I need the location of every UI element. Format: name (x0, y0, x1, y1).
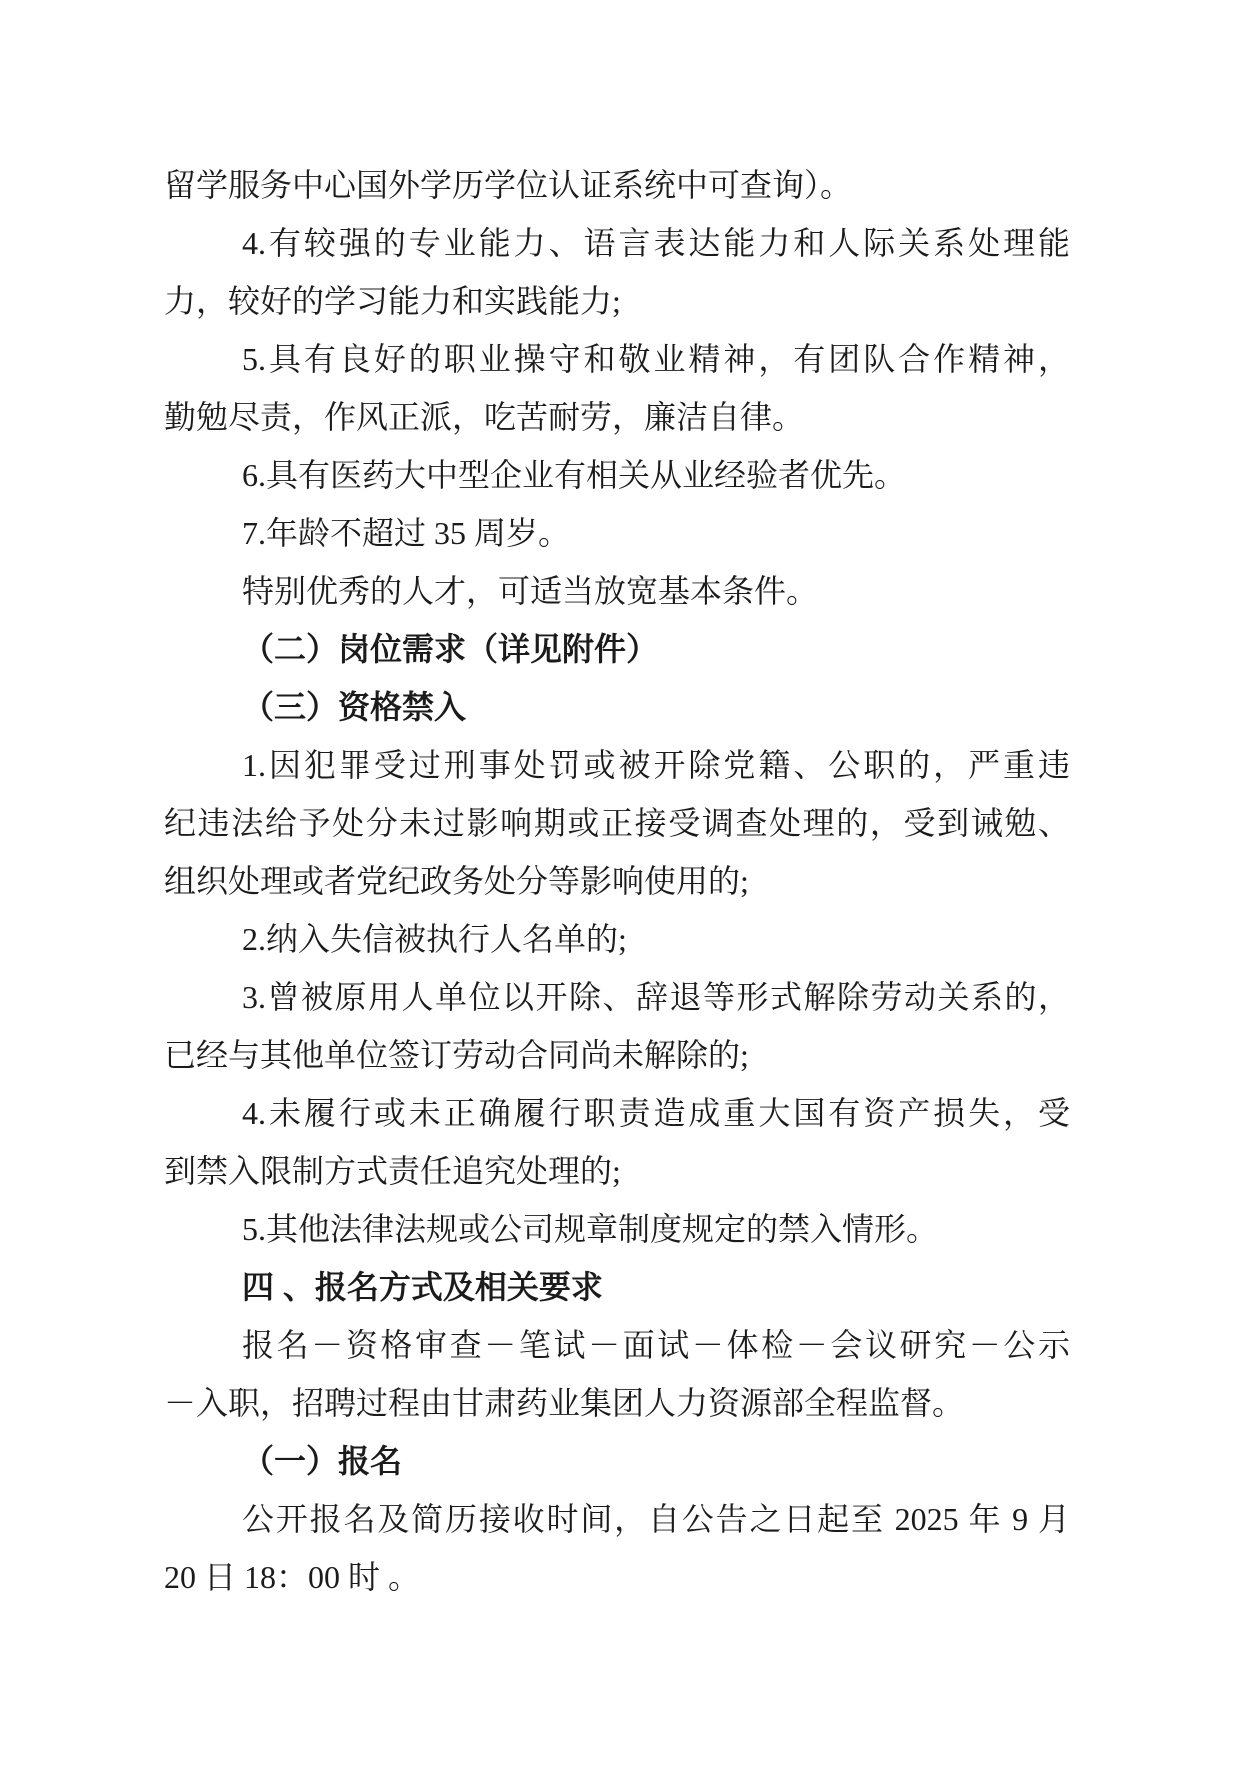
text-line: 公开报名及简历接收时间，自公告之日起至 2025 年 9 月 (242, 1501, 1070, 1537)
text-line: 1.因犯罪受过刑事处罚或被开除党籍、公职的，严重违 (242, 747, 1070, 783)
text-line: 4.有较强的专业能力、语言表达能力和人际关系处理能 (242, 225, 1070, 261)
text-line: 4.未履行或未正确履行职责造成重大国有资产损失，受 (242, 1095, 1070, 1131)
text-line: 5.其他法律法规或公司规章制度规定的禁入情形。 (242, 1211, 939, 1247)
text-line: 力，较好的学习能力和实践能力; (164, 283, 621, 319)
text-line: 7.年龄不超过 35 周岁。 (242, 515, 571, 551)
text-line: 2.纳入失信被执行人名单的; (242, 921, 627, 957)
text-line: 6.具有医药大中型企业有相关从业经验者优先。 (242, 457, 907, 493)
text-block (164, 156, 1070, 1606)
text-line: 3.曾被原用人单位以开除、辞退等形式解除劳动关系的， (242, 979, 1070, 1015)
text-line: 20 日 18：00 时 。 (164, 1559, 421, 1595)
text-line: 到禁入限制方式责任追究处理的; (164, 1153, 621, 1189)
text-line: 留学服务中心国外学历学位认证系统中可查询）。 (164, 167, 853, 203)
section-heading: （二）岗位需求（详见附件） (242, 631, 659, 667)
text-line: －入职，招聘过程由甘肃药业集团人力资源部全程监督。 (164, 1385, 965, 1421)
text-line: 组织处理或者党纪政务处分等影响使用的; (164, 863, 749, 899)
text-line: 纪违法给予处分未过影响期或正接受调查处理的，受到诫勉、 (164, 805, 1070, 841)
section-heading: 四 、报名方式及相关要求 (242, 1269, 603, 1305)
text-line: 已经与其他单位签订劳动合同尚未解除的; (164, 1037, 749, 1073)
text-line: 特别优秀的人才，可适当放宽基本条件。 (242, 573, 819, 609)
text-line: 报名－资格审查－笔试－面试－体检－会议研究－公示 (242, 1327, 1070, 1363)
text-line: 5.具有良好的职业操守和敬业精神，有团队合作精神， (242, 341, 1070, 377)
section-heading: （三）资格禁入 (242, 689, 467, 725)
section-heading: （一）报名 (242, 1443, 403, 1479)
text-line: 勤勉尽责，作风正派，吃苦耐劳，廉洁自律。 (164, 399, 805, 435)
